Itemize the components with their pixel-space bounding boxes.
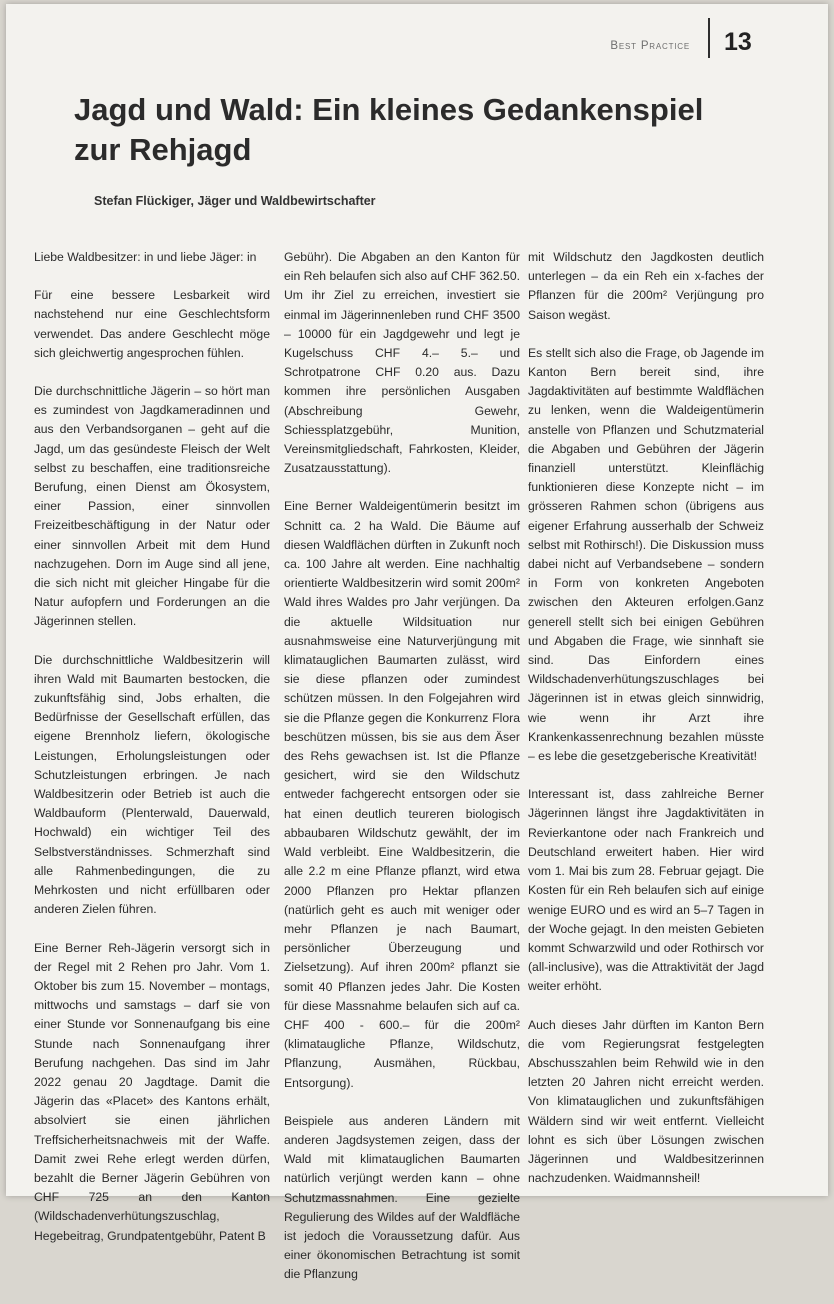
section-label: Best Practice — [610, 40, 690, 52]
paragraph: mit Wildschutz den Jagdkosten deutlich unterlegen – da ein Reh ein x-faches der Pflanzen für die 200m² Verjüngung pro Saison wegäst. — [528, 250, 764, 322]
text-column-1 — [34, 248, 270, 1265]
paragraph: Eine Berner Waldeigentümerin besitzt im Schnitt ca. 2 ha Wald. Die Bäume auf diesen Waldflächen dürften in Zukunft noch ca. 100 Jahre alt werden. Eine nachhaltig orientierte Waldbesitzerin wird somit 200m² Wald ihres Waldes pro Jahr verjüngen. Da die aktuelle Wildsituation nur ausnahmsweise eine Naturverjüngung mit klimatauglichen Baumarten zulässt, wird sie diese pflanzen oder zumindest schützen müssen. In den Folgejahren wird sie die Pflanze gegen die Konkurrenz Flora beschützen müssen, bis sie aus dem Äser des Rehs gewachsen ist. Ist die Pflanze gesichert, wird sie den Wildschutz entweder fachgerecht entsorgen oder sie hat einen deutlich teureren biologisch abbaubaren Wildschutz gewählt, der im Wald verbleibt. Eine Waldbesitzerin, die alle 2.2 m eine Pflanze pflanzt, wird etwa 2000 Pflanzen pro Hektar pflanzen (natürlich geht es auch mit weniger oder mehr Pflanzen je nach Baumart, persönlicher Überzeugung und Zielsetzung). Auf ihren 200m² pflanzt sie somit 40 Pflanzen jedes Jahr. Die Kosten für diese Massnahme belaufen sich auf ca. CHF 400 - 600.– für die 200m² (klimataugliche Pflanze, Wildschutz, Pflanzung, Ausmähen, Rückbau, Entsorgung). — [284, 499, 520, 1090]
article-author: Stefan Flückiger, Jäger und Waldbewirtschafter — [94, 194, 376, 208]
paragraph: Interessant ist, dass zahlreiche Berner Jägerinnen längst ihre Jagdaktivitäten in Revierkantone oder nach Frankreich und Deutschland erweitert haben. Hier wird vom 1. Mai bis zum 28. Februar gejagt. Die Kosten für ein Reh belaufen sich auf einige wenige EURO und es wird an 5–7 Tagen in der Woche gejagt. In den meisten Gebieten kommt Schwarzwild und oder Rothirsch vor (all-inclusive), was die Attraktivität der Jagd weiter erhöht. — [528, 787, 764, 994]
paragraph: Eine Berner Reh-Jägerin versorgt sich in der Regel mit 2 Rehen pro Jahr. Vom 1. Oktober bis zum 15. November – montags, mittwochs und samstags – darf sie von einer Stunde vor Sonnenaufgang bis eine Stunde nach Sonnenaufgang ihrer Berufung nachgehen. Das sind im Jahr 2022 genau 20 Jagdtage. Damit die Jägerin das «Placet» des Kantons erhält, absolviert sie einen jährlichen Treffsicherheitsnachweis mit der Waffe. Damit zwei Rehe erlegt werden dürfen, bezahlt die Berner Jägerin Gebühren von CHF 725 an den Kanton (Wildschadenverhütungszuschlag, Hegebeitrag, Grundpatentgebühr, Patent B — [34, 940, 270, 1243]
article-title: Jagd und Wald: Ein kleines Gedankenspiel zur Rehjagd — [74, 92, 704, 167]
magazine-page — [6, 4, 828, 1282]
page-number: 13 — [724, 28, 752, 56]
paragraph: Die durchschnittliche Waldbesitzerin will ihren Wald mit Baumarten bestocken, die zukunftsfähig sind, Jobs erhalten, die Bedürfnisse der Gesellschaft erfüllen, das eigene Brennholz liefern, ökologische Leistungen, Erholungsleistungen oder Schutzleistungen erbringen. Je nach Waldbesitzerin oder Betrieb ist auch die Waldbauform (Plenterwald, Dauerwald, Hochwald) ein wichtiger Teil des Selbstverständnisses. Schmerzhaft sind alle Rahmenbedingungen, die zu Mehrkosten und nicht erfüllbaren oder anderen Zielen führen. — [34, 652, 270, 917]
text-column-3 — [528, 248, 764, 1207]
paragraph: Für eine bessere Lesbarkeit wird nachstehend nur eine Geschlechtsform verwendet. Das andere Geschlecht möge sich gleichwertig angesprochen fühlen. — [34, 288, 270, 360]
paragraph: Liebe Waldbesitzer: in und liebe Jäger: in — [34, 250, 257, 264]
paragraph: Es stellt sich also die Frage, ob Jagende im Kanton Bern bereit sind, ihre Jagdaktivitäten auf bestimmte Waldflächen zu lenken, wenn die Waldeigentümerin anstelle von Pflanzen und Schutzmaterial die Abgaben und Gebühren der Jägerin finanziell unterstützt. Kleinflächig funktionieren diese Konzepte nicht – im grösseren Rahmen schon (übrigens aus eigener Erfahrung ausserhalb der Schweiz selbst mit Rothirsch!). Die Diskussion muss dabei nicht auf Verbandsebene – sondern in Form von konkreten Angeboten zwischen den Akteuren erfolgen.Ganz generell stellt sich bei einigen Gebühren und Abgaben die Frage, wie sinnhaft sie sind. Das Einfordern eines Wildschadenverhütungszuschlages bei Jägerinnen ist in etwas gleich sinnwidrig, wie wenn ihr Arzt ihre Krankenkassenrechnung bezahlen müsste – es lebe die gesetzgeberische Kreativität! — [528, 345, 764, 764]
paragraph: Auch dieses Jahr dürften im Kanton Bern die vom Regierungsrat festgelegten Abschusszahlen beim Rehwild wie in den letzten 20 Jahren nicht erreicht werden. Von klimatauglichen und zukunftsfähigen Wäldern sind wir weit entfernt. Vielleicht lohnt es sich über Lösungen zwischen Jägerinnen und Waldbesitzerinnen nachzudenken. Waidmannsheil! — [528, 1017, 764, 1186]
text-column-2 — [284, 248, 520, 1304]
paragraph: Die durchschnittliche Jägerin – so hört man es zumindest von Jagdkameradinnen und aus den Verbandsorganen – geht auf die Jagd, um das gesündeste Fleisch der Welt selbst zu beschaffen, eine traditionsreiche Berufung, einen Dienst am Ökosystem, einer Passion, einer sinnvollen Freizeitbeschäftigung in der Natur oder einer sinnvollen Arbeit mit dem Hund nachzugehen. Dorn im Auge sind all jene, die sich nicht mit gleicher Hingabe für die Natur aufopfern und Forderungen an die Jägerinnen stellen. — [34, 384, 270, 629]
paragraph: Gebühr). Die Abgaben an den Kanton für ein Reh belaufen sich also auf CHF 362.50. Um ihr Ziel zu erreichen, investiert sie einmal im Jägerinnenleben rund CHF 3500 – 10000 für ein Jagdgewehr und legt je Kugelschuss CHF 4.– 5.– und Schrotpatrone CHF 0.20 aus. Dazu kommen ihre persönlichen Ausgaben (Abschreibung Gewehr, Schiessplatzgebühr, Munition, Vereinsmitgliedschaft, Fahrkosten, Kleider, Zusatzausstattung). — [284, 250, 520, 476]
header-divider — [708, 18, 710, 58]
paragraph: Beispiele aus anderen Ländern mit anderen Jagdsystemen zeigen, dass der Wald mit klimatauglichen Baumarten natürlich verjüngt werden kann – ohne Schutzmassnahmen. Eine gezielte Regulierung des Wildes auf der Waldfläche ist jedoch die Voraussetzung dafür. Aus einer ökonomischen Betrachtung ist somit die Pflanzung — [284, 1113, 520, 1282]
